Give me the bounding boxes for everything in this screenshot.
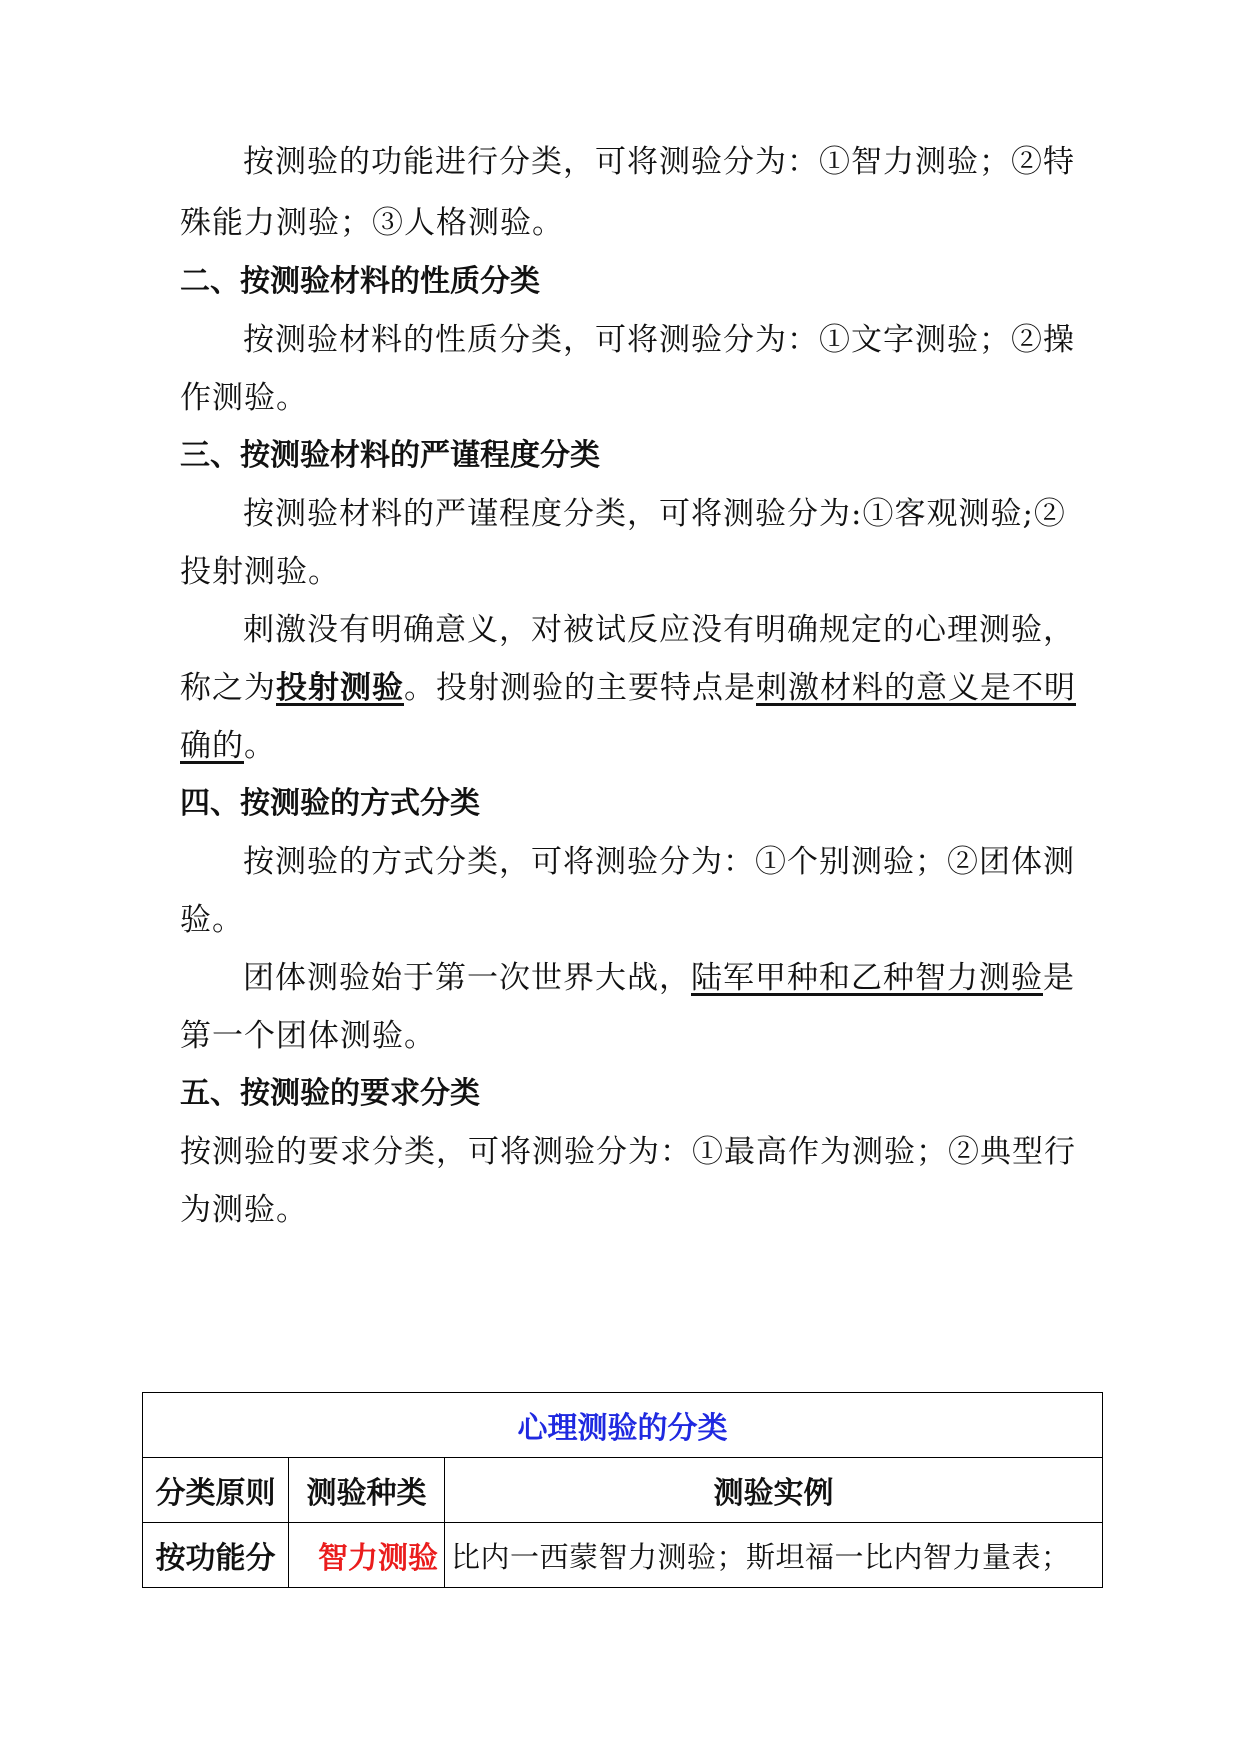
paragraph-function-line-1: 按测验的功能进行分类，可将测验分为：①智力测验；②特 [243,144,1075,180]
projective-term: 投射测验 [276,670,404,706]
paragraph-function-line-2: 殊能力测验；③人格测验。 [180,205,564,241]
projective-text-pre: 称之为 [180,670,276,706]
group-text-post: 是 [1043,960,1075,996]
section-heading-5: 五、按测验的要求分类 [180,1076,480,1111]
group-text-pre: 团体测验始于第一次世界大战， [243,960,691,996]
paragraph-requirement-line-2: 为测验。 [180,1192,308,1228]
table-cell-type: 智力测验 [289,1523,445,1588]
paragraph-rigor-line-1: 按测验材料的严谨程度分类，可将测验分为:①客观测验;② [243,496,1066,532]
table-header-example: 测验实例 [445,1458,1103,1523]
table-header-row [143,1458,1103,1523]
section-heading-4: 四、按测验的方式分类 [180,786,480,821]
table-title: 心理测验的分类 [143,1393,1103,1458]
table-cell-example: 比内一西蒙智力测验；斯坦福一比内智力量表； [445,1523,1103,1588]
projective-text-post: 。 [244,728,276,764]
classification-table [142,1392,1103,1588]
paragraph-material-line-2: 作测验。 [180,380,308,416]
projective-feature: 刺激材料的意义是不明 [756,670,1076,706]
table-title-row [143,1393,1103,1458]
army-alpha-beta-test: 陆军甲种和乙种智力测验 [691,960,1043,996]
paragraph-mode-line-1: 按测验的方式分类，可将测验分为：①个别测验；②团体测 [243,844,1075,880]
projective-feature-end: 确的 [180,728,244,764]
paragraph-rigor-line-2: 投射测验。 [180,554,340,590]
section-heading-3: 三、按测验材料的严谨程度分类 [180,438,600,473]
table-cell-principle: 按功能分 [143,1523,289,1588]
table-header-principle: 分类原则 [143,1458,289,1523]
table-row [143,1523,1103,1588]
paragraph-requirement-line-1: 按测验的要求分类，可将测验分为：①最高作为测验；②典型行 [180,1134,1076,1170]
paragraph-material-line-1: 按测验材料的性质分类，可将测验分为：①文字测验；②操 [243,322,1075,358]
section-heading-2: 二、按测验材料的性质分类 [180,264,540,299]
paragraph-mode-line-2: 验。 [180,902,244,938]
table-header-type: 测验种类 [289,1458,445,1523]
paragraph-projective-line-2 [180,668,1080,708]
paragraph-group-line-2: 第一个团体测验。 [180,1018,436,1054]
paragraph-projective-line-1: 刺激没有明确意义，对被试反应没有明确规定的心理测验， [243,612,1075,648]
paragraph-projective-line-3 [180,726,1080,766]
projective-text-mid: 。投射测验的主要特点是 [404,670,756,706]
paragraph-group-line-1 [243,958,1080,998]
